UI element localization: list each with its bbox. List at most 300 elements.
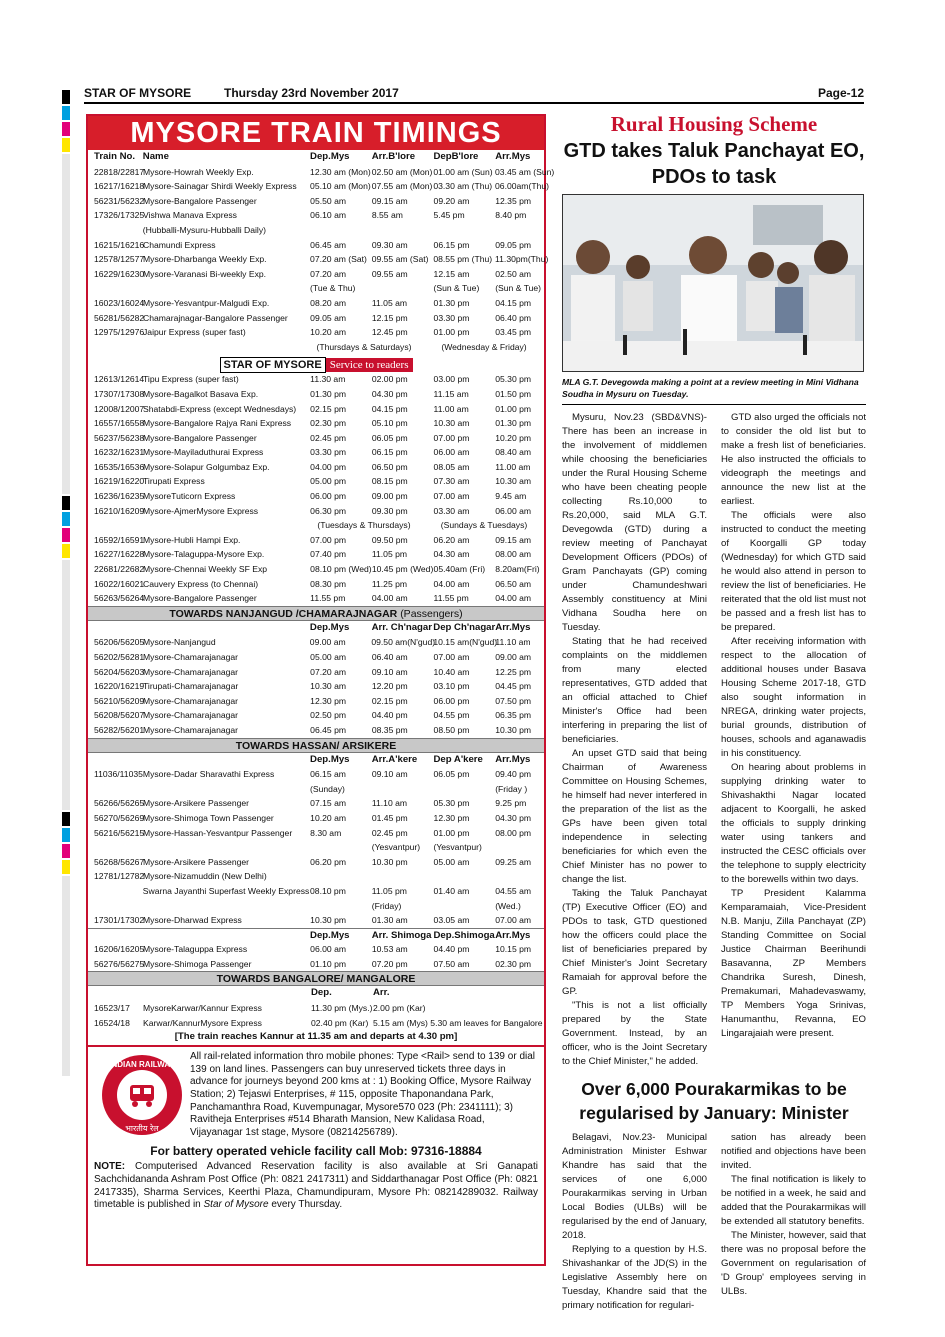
cell: Mysore-Chennai Weekly SF Exp: [143, 564, 268, 575]
timetable-row: [88, 460, 544, 475]
cell: 10.30 am: [495, 476, 532, 487]
cell: 56206/56205: [94, 637, 145, 648]
timetable-row: [88, 957, 544, 972]
block2-note-left: (Tuesdays & Thursdays): [317, 520, 411, 531]
meeting-photo: [562, 194, 864, 372]
column-header: Dep.Mys: [310, 753, 350, 765]
column-header: Dep.Mys: [310, 929, 350, 941]
timetable-row: [88, 884, 544, 899]
column-header: Arr.B'lore: [371, 151, 416, 162]
cell: 10.30 pm: [310, 915, 347, 926]
column-header: Arr.Mys: [495, 929, 531, 941]
paragraph: After receiving information with respect to the allocation of additional houses under Basava Housing Scheme 2017-18, GTD also sought information in NREGA, drinking water projects, burial grounds, distribution of houses, schools and aganawadis in his constituency.: [721, 636, 866, 759]
cell: 56276/56275: [94, 958, 145, 969]
cell: 01.40 am: [433, 885, 470, 896]
cell: [495, 840, 544, 855]
block2-note-row: [88, 518, 544, 533]
timetable-row: [88, 252, 549, 267]
timetable-row: [88, 767, 544, 782]
cell: 16524/18: [94, 1017, 130, 1028]
cell: 09.55 am (Sat): [371, 254, 429, 265]
som-service: Service to readers: [326, 358, 413, 372]
cell: Mysore-Nanjangud: [143, 637, 216, 648]
cell: 07.50 am: [433, 958, 470, 969]
cell: 04.40 pm: [371, 710, 408, 721]
reservation-note: [88, 1161, 544, 1211]
cell: Tipu Express (super fast): [143, 374, 239, 385]
cell: 09.50 am(N'gud): [371, 637, 436, 648]
bangalore-rows: [88, 1001, 544, 1030]
cell: 05.10 pm: [371, 418, 408, 429]
timetable-row: [88, 325, 544, 340]
photo-caption: MLA G.T. Devegowda making a point at a review meeting in Mini Vidhana Soudha in Mysuru on Tuesday.: [562, 376, 866, 405]
cell: 10.15 pm: [495, 944, 532, 955]
timetable-row: [88, 267, 544, 282]
cell: 06.05 pm: [433, 769, 470, 780]
nanjangud-col-header: [88, 621, 544, 636]
block1-note-right: (Wednesday & Friday): [441, 341, 527, 352]
cell: Mysore-Dharwad Express: [143, 915, 242, 926]
cell: Chamundi Express: [143, 239, 216, 250]
column-header: Dep.: [311, 987, 332, 999]
cell: Mysore-AjmerMysore Express: [143, 505, 259, 516]
cell: 04.00 am: [495, 593, 532, 604]
cell: 16236/16235: [94, 491, 145, 502]
cell: 12.30 am (Mon): [310, 166, 371, 177]
cell: 11.05 pm: [371, 549, 408, 560]
cell: 08.35 pm: [371, 724, 408, 735]
cell: (Friday): [371, 900, 402, 911]
block1-note-left: (Thursdays & Saturdays): [316, 341, 412, 352]
cell: 08.20 am: [310, 297, 347, 308]
cell: 11.10 am: [495, 637, 531, 648]
cell: 56268/56267: [94, 856, 145, 867]
cell: 04.40 pm: [433, 944, 470, 955]
cell: Mysore-Bangalore Passenger: [143, 195, 257, 206]
cell: 16220/16219: [94, 681, 145, 692]
cell: 03.30 am: [433, 505, 470, 516]
timetable-row: [88, 811, 544, 826]
cell: 07.20 am (Sat): [310, 254, 367, 265]
cell: 02.50 am: [495, 268, 532, 279]
cell: 16219/16220: [94, 476, 145, 487]
nanjangud-rows: [88, 635, 544, 737]
cell: 8.55 am: [371, 210, 403, 221]
timetable-row: [88, 913, 544, 928]
cell: 05.30 pm: [433, 798, 470, 809]
paragraph: GTD also urged the officials not to consider the old list but to make a fresh list of beneficiaries. He also instructed the officials to videograph the meetings and announce the new list at the earliest.: [721, 412, 866, 507]
cell: [433, 782, 495, 797]
logo-text-hindi: भारतीय रेल: [125, 1124, 159, 1134]
train-timings-banner: MYSORE TRAIN TIMINGS: [88, 116, 544, 150]
cell: Mysore-Shimoga Passenger: [143, 958, 252, 969]
cell: 16227/16228: [94, 549, 145, 560]
cell: 12.30 pm: [433, 812, 470, 823]
cell: 22681/22682: [94, 564, 145, 575]
issue-date: Thursday 23rd November 2017: [224, 86, 399, 100]
cell: Mysore-Arsikere Passenger: [143, 856, 250, 867]
timetable-row: [88, 826, 544, 841]
block2-note-right: (Sundays & Tuesdays): [440, 520, 528, 531]
cell: 08.05 am: [433, 461, 470, 472]
cell: [310, 899, 372, 914]
hassan-col-header: [88, 753, 544, 768]
cell: 04.30 pm: [495, 812, 532, 823]
cell: 12.20 pm: [371, 681, 408, 692]
cell: 16557/16558: [94, 418, 145, 429]
timetable-row: [88, 562, 544, 577]
section-subtitle: (Passengers): [400, 607, 463, 620]
timetable-row: [88, 577, 544, 592]
cell: Mysore-Dadar Sharavathi Express: [142, 769, 275, 780]
cell: 01.50 pm: [495, 388, 532, 399]
cell: 06.00 pm: [310, 491, 347, 502]
timetable-row: [88, 782, 544, 797]
cell: 16523/17: [94, 1003, 130, 1014]
cell: Mysore-Bangalore Passenger: [143, 593, 257, 604]
header-rule: [84, 102, 864, 104]
column-header: Arr. Ch'nagar: [371, 621, 432, 633]
cell: Mysore-Shimoga Town Passenger: [143, 812, 274, 823]
cell: 22818/22817: [94, 166, 145, 177]
timetable-header: [88, 150, 544, 165]
cell: 9.45 am: [495, 491, 527, 502]
cell: 02.45 pm: [310, 432, 347, 443]
cell: 17307/17308: [94, 388, 145, 399]
cell: 05.00 pm: [310, 476, 347, 487]
cell: [372, 223, 434, 238]
cell: 16229/16230: [94, 268, 145, 279]
paragraph: On hearing about problems in supplying drinking water to Shivashakthi Nagar located adjacent to Koorgalli, he asked the officials to supply drinking water using tankers and instructed the CESC officials over the telephone to supply electricity to the borewells within two days.: [721, 762, 866, 885]
cell: 56202/56281: [94, 652, 145, 662]
timetable-row: [88, 840, 544, 855]
column-header: Arr.Mys: [495, 621, 531, 633]
cell: MysoreKarwar/Kannur Express: [143, 1003, 262, 1014]
column-header: Arr.: [373, 987, 390, 999]
cell: 06.45 pm: [310, 724, 347, 735]
cell: 04.15 pm: [371, 403, 408, 414]
cell: 10.15 am(N'gud): [433, 637, 498, 648]
article1-kicker: Rural Housing Scheme: [610, 112, 818, 136]
paragraph: Stating that he had received complaints on the middlemen from many elected representatives, GTD added that an official attached to Chief Minister's Office had been interfering in preparing the list of beneficiaries.: [562, 636, 707, 745]
timetable-row: [88, 387, 544, 402]
cell: 02.00 pm: [371, 374, 408, 385]
cell: 06.40 pm: [495, 312, 532, 323]
battery-vehicle-contact: For battery operated vehicle facility call Mob: 97316-18884: [150, 1144, 482, 1159]
timetable-row: [88, 194, 544, 209]
cell: 56237/56238: [94, 432, 145, 443]
cell: [495, 223, 544, 238]
cell: Vishwa Manava Express: [143, 210, 237, 221]
cell: 56210/56209: [94, 695, 145, 706]
hassan-rows: [88, 767, 544, 928]
cell: Tirupati Express: [143, 476, 205, 487]
cell: 56270/56269: [94, 812, 145, 823]
cell: 08.00 am: [495, 549, 532, 560]
cell: 11.10 am: [371, 798, 408, 809]
cell: Mysore-Chamarajanagar: [143, 695, 239, 706]
cell: 09.25 am: [495, 856, 532, 867]
timetable-row: [88, 296, 544, 311]
cell: 07.40 pm: [310, 549, 347, 560]
cell: 56231/56232: [94, 195, 145, 206]
cell: 04.55 pm: [433, 710, 470, 721]
cell: 56204/56203: [94, 666, 145, 677]
cell: 11.00 am: [433, 403, 469, 414]
cell: Mysore-Arsikere Passenger: [143, 798, 250, 809]
paragraph: sation has already been notified and objections have been invited.: [721, 1132, 866, 1171]
cell: 09.05 am: [310, 312, 347, 323]
cell: [372, 281, 434, 296]
cell: 01.30 pm: [495, 418, 532, 429]
cell: 08.55 pm (Thu): [433, 254, 493, 265]
cell: 09.15 am: [495, 534, 532, 545]
timetable-row: [88, 899, 544, 914]
cell: (Sun & Tue): [495, 283, 542, 294]
cell: 12.25 pm: [495, 666, 532, 677]
timetable-row: [88, 665, 544, 680]
cell: 03.30 pm: [310, 447, 347, 458]
cell: 16592/16591: [94, 534, 145, 545]
cell: 07.15 am: [310, 798, 347, 809]
cell: 2.00 pm (Kar): [373, 1003, 426, 1014]
cell: 06.10 am: [310, 210, 347, 221]
cell: 05.10 am (Mon): [310, 181, 371, 192]
article1-headline: GTD takes Taluk Panchayat EO, PDOs to task: [563, 140, 865, 188]
paragraph: TP President Kalamma Kemparamaiah, Vice-President N.B. Manju, Zilla Panchayat (ZP) Standing Committee on Social Justice Chairman Beerihundi Basavanna, ZP Members Chandrika Suresh, Dinesh, Premakumari, Mahadevaswamy, TP Members Yoga Srinivas, Hanumanthu, Revanna, EO Lingarajaiah were present.: [721, 888, 866, 1039]
note-text: Computerised Advanced Reservation facility is also available at Sri Ganapati Sachchidananda Ashram Post Office (Ph: 0821 2417311) and Siddarthanagar Post Office (Ph: 0821 2417335), Sharma Services, Keerthi Plaza, Chamundipuram, Mysore Ph: 08214289032. Railway timetable is published in: [94, 1161, 538, 1211]
paragraph: Replying to a question by H.S. Shivashankar of the JD(S) in the Legislative Assembly here on Tuesday, Khandre said that the primary notification for regulari-: [562, 1244, 707, 1311]
cell: Mysore-Talaguppa-Mysore Exp.: [143, 549, 265, 560]
cell: 01.00 pm: [495, 403, 532, 414]
cell: 04.00 am: [433, 578, 470, 589]
cell: 12.15 pm: [371, 312, 408, 323]
cell: 09.55 am: [371, 268, 408, 279]
cell: 09.00 pm: [371, 491, 408, 502]
column-header: Dep Ch'nagar: [433, 621, 496, 633]
cell: 09.00 am: [309, 637, 346, 648]
cell: 10.30 am: [433, 418, 470, 429]
rail-info-text: All rail-related information thro mobile phones: Type <Rail> send to 139 or dial 139 on land lines. Passengers can buy unreserved tickets three days in advance for journeys beyond 200 kms at : 1) Booking Office, Mysore Railway Station; 2) Tejaswi Enterprises, # 115, opposite Thaponandana Park, Panchamanthra Road, Kuvempunagar, Mysore570 023 (Ph: 2341111); 3) Ravitheja Enterprises #514 Bharath Mansion, New Kalidasa Road, Vijayanagar 1st stage, Mysore (08214256789).: [190, 1051, 536, 1138]
cell: 04.45 pm: [495, 681, 532, 692]
cell: 07.00 pm: [310, 534, 347, 545]
cell: 06.15 pm: [371, 447, 408, 458]
cell: [372, 869, 434, 884]
timetable-row: [88, 533, 544, 548]
cell: 56208/56207: [94, 710, 145, 721]
cell: MysoreTuticorn Express: [143, 491, 236, 502]
cell: 01.30 am: [371, 915, 408, 926]
paper-name: STAR OF MYSORE: [84, 86, 192, 100]
paragraph: The officials were also instructed to conduct the meeting of Koorgalli GP today (Wednesday) for which GTD said he would also attend in person to review the list of beneficiaries. He reiterated that the old list must not be passed and a fresh list has to be prepared.: [721, 510, 866, 633]
cell: [143, 281, 310, 296]
cell: 06.15 am: [310, 769, 346, 780]
cell: Mysore-Bangalore Rajya Rani Express: [143, 418, 292, 429]
cell: 04.30 am: [433, 549, 470, 560]
shimoga-col-header: [88, 928, 544, 943]
cell: 06.20 pm: [310, 856, 347, 867]
cell: 02.15 pm: [371, 695, 408, 706]
cell: 56282/56201: [94, 724, 145, 735]
cell: 16535/16536: [94, 461, 145, 472]
cell: 10.30 am: [310, 681, 347, 692]
cell: 11.05 pm: [371, 885, 407, 896]
cell: 02.50 am (Mon): [371, 166, 433, 177]
cell: [88, 782, 143, 797]
cell: 04.00 pm: [310, 461, 347, 472]
cell: Mysore-Chamarajanagar: [143, 710, 239, 721]
cell: 01.10 pm: [310, 958, 347, 969]
section-title: TOWARDS NANJANGUD /CHAMARAJNAGAR: [169, 607, 398, 620]
cell: 07.00 pm: [433, 432, 470, 443]
cell: 01.30 pm: [310, 388, 347, 399]
cell: 08.00 pm: [495, 827, 532, 838]
timetable-row: [88, 679, 544, 694]
timetable-block-3: [88, 533, 544, 606]
cell: 09.30 am: [371, 239, 408, 250]
cell: 06.15 pm: [433, 239, 470, 250]
cell: 05.40am (Fri): [433, 564, 486, 575]
cell: 06.00 am: [310, 944, 347, 955]
cell: 08.40 am: [495, 447, 532, 458]
section-hassan: TOWARDS HASSAN/ ARSIKERE: [88, 738, 544, 753]
cell: 07.00 am: [495, 915, 532, 926]
cell: 11.30 pm (Mys.): [311, 1003, 373, 1014]
cell: 11.55 pm: [310, 593, 346, 604]
cell: 04.00 am: [371, 593, 408, 604]
cell: Swarna Jayanthi Superfast Weekly Express: [142, 885, 310, 896]
cell: Mysore-Chamarajanagar: [143, 666, 239, 677]
cell: Mysore-Solapur Golgumbaz Exp.: [143, 461, 270, 472]
right-column: [562, 112, 866, 1313]
cell: 06.30 pm: [310, 505, 347, 516]
block1-note-row: [88, 340, 544, 355]
cell: 05.00 am: [310, 652, 347, 662]
cell: Karwar/KannurMysore Express: [143, 1017, 262, 1028]
timetable-row: [88, 547, 544, 562]
cell: 16215/16216: [94, 239, 145, 250]
cell: 06.35 pm: [495, 710, 532, 721]
article2-col-2: [721, 1131, 866, 1313]
cell: 10.20 am: [310, 327, 347, 338]
cell: 08.10 pm: [310, 885, 346, 896]
cell: [143, 782, 310, 797]
paragraph: An upset GTD said that being Chairman of Awareness Committee on Housing Schemes, he himself had never interfered in the preparation of the list as the GPs have been given total independence in selecting beneficiaries for which even the Chief Minister has no power to change the list.: [562, 748, 707, 885]
timetable-block-2: [88, 372, 544, 518]
timetable-row: [88, 311, 544, 326]
timetable-row: [88, 723, 544, 738]
cell: 07.20 pm: [371, 958, 408, 969]
cell: Mysore-Yesvantpur-Malgudi Exp.: [143, 297, 270, 308]
cell: 05.00 am: [433, 856, 470, 867]
note-label: NOTE:: [94, 1161, 126, 1173]
cell: 04.15 pm: [495, 297, 532, 308]
rail-info: [88, 1049, 544, 1141]
cell: 11.05 am: [371, 297, 408, 308]
column-header: Arr. Shimoga: [371, 929, 432, 941]
cell: 07.50 pm: [495, 695, 532, 706]
timetable-row: [88, 165, 555, 180]
kannur-note: [The train reaches Kannur at 11.35 am and departs at 4.30 pm]: [174, 1031, 458, 1043]
cell: 01.30 pm: [433, 297, 470, 308]
page-header: [84, 86, 864, 102]
timetable-row: [88, 372, 544, 387]
cell: 16210/16209: [94, 505, 145, 516]
cell: 12975/12976: [94, 327, 145, 338]
timetable-row: [88, 504, 544, 519]
cell: Mysore-Bagalkot Basava Exp.: [143, 388, 259, 399]
cell: 04.30 pm: [371, 388, 408, 399]
cell: 03.30 pm: [433, 312, 470, 323]
cell: (Wed.): [495, 900, 521, 911]
cell: 07.55 am (Mon): [371, 181, 433, 192]
cell: 12008/12007: [94, 403, 145, 414]
cell: Mysore-Dharbanga Weekly Exp.: [143, 254, 267, 265]
timetable-row: [88, 179, 549, 194]
timetable-row: [88, 238, 544, 253]
cell: Mysore-Hubli Hampi Exp.: [143, 534, 241, 545]
cell: 10.30 pm: [371, 856, 408, 867]
paragraph: Taking the Taluk Panchayat (TP) Executive Officer (EO) and PDOs to task, GTD questioned how the officers could place the list of beneficiaries prepared by Chief Minister's Joint Secretary Ramaiah for approval before the GP.: [562, 888, 707, 997]
cell: 06.20 am: [433, 534, 470, 545]
cell: 02.40 pm (Kar): [311, 1017, 369, 1028]
cell: (Yesvantpur): [433, 842, 482, 853]
som-service-banner: [88, 355, 544, 371]
cell: 10.53 am: [371, 944, 408, 955]
cell: 8.30 am: [310, 827, 342, 838]
cell: 12578/12577: [94, 254, 145, 265]
cell: [495, 869, 544, 884]
timetable-row: [88, 223, 544, 238]
cell: 03.00 pm: [433, 374, 470, 385]
timetable-row: [88, 1016, 544, 1031]
cell: 01.00 am (Sun): [433, 166, 493, 177]
article2-body: [562, 1131, 866, 1313]
cell: 01.00 pm: [433, 827, 470, 838]
column-header: Train No.: [94, 151, 136, 162]
cell: 06.45 am: [310, 239, 347, 250]
cell: [433, 223, 495, 238]
paragraph: "This is not a list officially prepared by the State Government. Instead, by an officer, who is the Joint Secretary to the Chief Minister," he added.: [562, 1000, 707, 1067]
cell: Mysore-Hassan-Yesvantpur Passenger: [143, 827, 293, 838]
cell: 06.00 pm: [433, 695, 470, 706]
cell: 02.15 pm: [310, 403, 347, 414]
cell: Mysore-Sainagar Shirdi Weekly Express: [143, 181, 297, 192]
cell: 04.55 am: [495, 885, 532, 896]
cell: 56281/56282: [94, 312, 145, 323]
cell: Cauvery Express (to Chennai): [143, 578, 259, 589]
cell: 03.05 am: [433, 915, 470, 926]
cell: 11.15 am: [433, 388, 469, 399]
cell: 8.20am(Fri): [495, 564, 540, 575]
note-paper-name: Star of Mysore: [203, 1199, 269, 1211]
cell: 06.00am(Thu): [495, 181, 549, 192]
column-header: Name: [142, 151, 169, 162]
cell: 17301/17302: [94, 915, 145, 926]
cell: [433, 899, 495, 914]
timetable-row: [88, 855, 544, 870]
cell: 09.50 pm: [371, 534, 408, 545]
cell: (Sun & Tue): [433, 283, 480, 294]
timetable-row: [88, 650, 544, 665]
cell: 03.10 pm: [433, 681, 470, 692]
train-timings-box: [86, 114, 555, 1266]
cell: 03.45 pm: [495, 327, 532, 338]
timetable-row: [88, 796, 544, 811]
cell: 02.45 pm: [371, 827, 408, 838]
cell: 12781/12782: [94, 871, 145, 882]
cell: 09.15 am: [371, 195, 408, 206]
